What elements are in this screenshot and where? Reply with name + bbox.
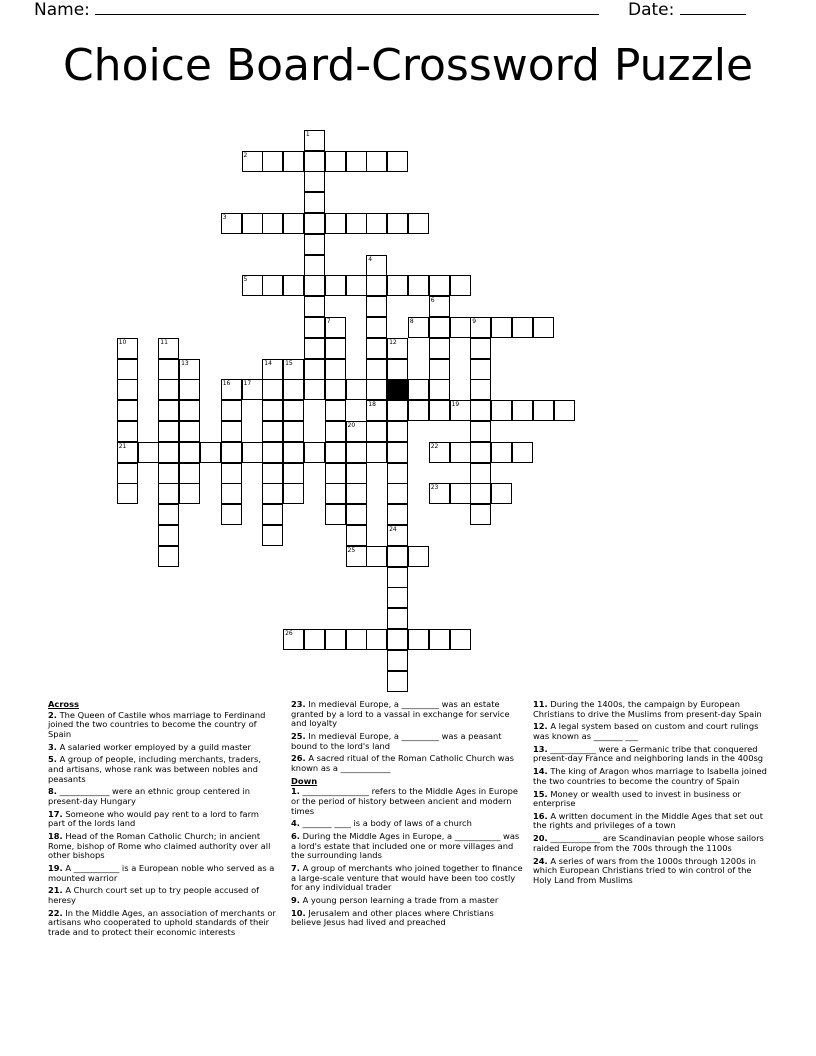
clue-item-number: 9. (291, 895, 300, 905)
grid-cell[interactable] (533, 317, 554, 338)
grid-cell[interactable] (325, 338, 346, 359)
grid-cell[interactable] (387, 421, 408, 442)
grid-cell[interactable] (346, 629, 367, 650)
grid-cell[interactable] (366, 400, 387, 421)
clue-number: 15 (285, 359, 293, 367)
clue-item-text: ________________ refers to the Middle Ages in Europe or the period of history between ancient and modern times (291, 786, 518, 816)
clue-item-number: 20. (533, 833, 548, 844)
grid-cell[interactable] (366, 296, 387, 317)
grid-cell[interactable] (200, 442, 221, 463)
clue-item (291, 754, 523, 773)
grid-cell[interactable] (117, 400, 138, 421)
page-title: Choice Board-Crossword Puzzle (62, 40, 754, 91)
grid-cell[interactable] (221, 504, 242, 525)
grid-cell[interactable] (283, 463, 304, 484)
clue-number: 3 (222, 214, 227, 221)
grid-cell[interactable] (387, 359, 408, 380)
clue-item-number: 11. (533, 699, 548, 709)
grid-cell[interactable] (470, 379, 491, 400)
clue-number: 4 (368, 255, 373, 263)
grid-cell[interactable] (242, 213, 263, 234)
clue-section-heading: Across (48, 699, 80, 709)
clue-item-text: A ___________ is a European noble who served as a mounted warrior (48, 863, 275, 883)
clue-number: 14 (264, 359, 272, 367)
clue-item-text: _______ ____ is a body of laws of a church (299, 818, 472, 829)
grid-cell[interactable] (262, 151, 283, 172)
grid-cell[interactable] (346, 525, 367, 546)
clue-number: 25 (347, 546, 356, 554)
grid-cell[interactable] (387, 567, 408, 588)
grid-cell[interactable] (283, 483, 304, 504)
grid-cell[interactable] (117, 483, 138, 504)
clue-item-text: Someone who would pay rent to a lord to farm part of the lords land (48, 808, 259, 829)
clue-item-text: Head of the Roman Catholic Church; in ancient Rome, bishop of Rome who claimed authority over all other bishops (48, 831, 271, 861)
grid-cell[interactable] (387, 213, 408, 234)
clue-item (291, 896, 523, 906)
clue-number: 13 (181, 359, 189, 367)
grid-cell[interactable] (470, 421, 491, 442)
grid-cell[interactable] (325, 442, 346, 463)
clue-number: 5 (243, 276, 248, 284)
grid-cell[interactable] (408, 275, 429, 296)
clue-item (291, 819, 523, 829)
grid-cell[interactable] (262, 463, 283, 484)
grid-cell[interactable] (262, 275, 283, 296)
grid-cell[interactable] (158, 463, 179, 484)
grid-cell[interactable] (366, 421, 387, 442)
grid-cell[interactable] (242, 442, 263, 463)
clue-item-text: A sacred ritual of the Roman Catholic Church was known as a ____________ (291, 753, 514, 773)
clue-number: 11 (160, 338, 168, 346)
clue-item (533, 722, 769, 741)
grid-cell[interactable] (346, 463, 367, 484)
grid-cell[interactable] (304, 192, 325, 213)
grid-cell[interactable] (450, 400, 471, 421)
clue-item-number: 17. (48, 808, 63, 819)
clue-item (48, 743, 278, 753)
grid-cell[interactable] (470, 359, 491, 380)
grid-cell[interactable] (429, 629, 450, 650)
grid-cell[interactable] (408, 400, 429, 421)
grid-cell[interactable] (408, 317, 429, 338)
grid-cell[interactable] (304, 234, 325, 255)
grid-cell[interactable] (366, 359, 387, 380)
grid-cell[interactable] (117, 421, 138, 442)
grid-cell[interactable] (304, 275, 325, 296)
clue-item-number: 4. (291, 818, 300, 829)
grid-cell[interactable] (450, 317, 471, 338)
grid-cell[interactable] (470, 338, 491, 359)
grid-cell[interactable] (158, 359, 179, 380)
clue-number: 19 (451, 401, 460, 409)
grid-cell[interactable] (387, 671, 408, 692)
date-field (628, 0, 746, 20)
clue-item-number: 12. (533, 721, 548, 732)
clue-item (533, 700, 769, 719)
grid-cell[interactable] (158, 421, 179, 442)
grid-cell[interactable] (325, 379, 346, 400)
grid-cell[interactable] (262, 379, 283, 400)
grid-cell[interactable] (429, 359, 450, 380)
grid-cell[interactable] (283, 359, 304, 380)
grid-cell[interactable] (262, 421, 283, 442)
clue-item-text: A salaried worker employed by a guild master (56, 741, 251, 752)
grid-cell[interactable] (512, 400, 533, 421)
grid-cell[interactable] (283, 421, 304, 442)
grid-cell[interactable] (429, 483, 450, 504)
clue-item (48, 755, 278, 784)
clue-number: 8 (409, 318, 414, 325)
clue-item-text: In medieval Europe, a _________ was an estate granted by a lord to a vassal in exchange for service and loyalty (291, 699, 510, 729)
grid-cell[interactable] (387, 608, 408, 629)
grid-cell[interactable] (366, 338, 387, 359)
grid-cell[interactable] (491, 317, 512, 338)
clue-number: 10 (118, 338, 127, 346)
grid-cell[interactable] (470, 483, 491, 504)
grid-cell[interactable] (450, 483, 471, 504)
grid-cell[interactable] (387, 151, 408, 172)
grid-cell[interactable] (221, 400, 242, 421)
clue-item-number: 3. (48, 741, 57, 752)
grid-cell[interactable] (325, 629, 346, 650)
grid-cell[interactable] (325, 463, 346, 484)
grid-cell[interactable] (117, 379, 138, 400)
clue-item-text: The king of Aragon whos marriage to Isabella joined the two countries to become the country of Spain (533, 766, 767, 786)
grid-cell[interactable] (179, 379, 200, 400)
grid-cell[interactable] (179, 483, 200, 504)
grid-cell[interactable] (325, 504, 346, 525)
clue-item-text: A legal system based on custom and court rulings was known as _______ ___ (533, 721, 759, 741)
grid-cell[interactable] (221, 421, 242, 442)
grid-cell[interactable] (408, 379, 429, 400)
clue-item (48, 810, 278, 829)
grid-cell[interactable] (304, 338, 325, 359)
grid-cell[interactable] (262, 213, 283, 234)
clue-item-number: 14. (533, 766, 548, 777)
clue-item-text: The Queen of Castile whos marriage to Ferdinand joined the two countries to become the country of Spain (48, 709, 266, 739)
grid-cell[interactable] (366, 275, 387, 296)
grid-cell[interactable] (554, 400, 575, 421)
grid-cell[interactable] (304, 130, 325, 151)
grid-cell[interactable] (325, 359, 346, 380)
grid-cell[interactable] (221, 463, 242, 484)
grid-cell[interactable] (117, 359, 138, 380)
grid-cell[interactable] (346, 442, 367, 463)
grid-cell[interactable] (366, 546, 387, 567)
clue-number: 6 (430, 297, 435, 305)
grid-cell[interactable] (325, 421, 346, 442)
grid-cell[interactable] (491, 483, 512, 504)
grid-cell[interactable] (304, 629, 325, 650)
clue-number: 17 (243, 380, 252, 388)
grid-cell[interactable] (221, 483, 242, 504)
grid-cell[interactable] (366, 151, 387, 172)
grid-cell[interactable] (283, 275, 304, 296)
clue-number: 7 (326, 318, 331, 325)
grid-cell[interactable] (512, 442, 533, 463)
grid-cell[interactable] (346, 151, 367, 172)
clue-item-text: Money or wealth used to invest in business or enterprise (533, 788, 741, 809)
grid-cell[interactable] (429, 317, 450, 338)
clue-item (48, 909, 278, 938)
clue-item-number: 15. (533, 788, 548, 799)
grid-cell[interactable] (304, 359, 325, 380)
clue-column-3 (533, 700, 769, 889)
grid-cell[interactable] (346, 483, 367, 504)
date-line[interactable] (680, 0, 746, 15)
grid-cell[interactable] (429, 296, 450, 317)
grid-cell[interactable] (179, 442, 200, 463)
grid-cell[interactable] (242, 275, 263, 296)
clue-item-text: A series of wars from the 1000s through 1200s in which European Christians tried to win control of the Holy Land from Muslims (533, 855, 756, 885)
grid-cell[interactable] (366, 317, 387, 338)
clue-item-number: 23. (291, 699, 306, 709)
grid-cell[interactable] (179, 400, 200, 421)
grid-cell[interactable] (221, 442, 242, 463)
clue-item (291, 909, 523, 928)
clue-item-text: A group of merchants who joined together to finance a large-scale venture that would have been too costly for any individual trader (291, 863, 523, 893)
clue-column-1 (48, 700, 278, 941)
grid-cell[interactable] (470, 463, 491, 484)
grid-cell[interactable] (262, 504, 283, 525)
clue-item-number: 2. (48, 709, 57, 720)
grid-cell[interactable] (304, 171, 325, 192)
grid-cell[interactable] (304, 255, 325, 276)
grid-cell[interactable] (158, 504, 179, 525)
grid-cell[interactable] (470, 400, 491, 421)
clue-item-number: 1. (291, 786, 300, 797)
grid-cell[interactable] (408, 213, 429, 234)
clue-item-number: 6. (291, 831, 300, 842)
clue-number: 22 (430, 442, 439, 450)
grid-cell[interactable] (262, 400, 283, 421)
name-field (34, 0, 599, 20)
grid-cell[interactable] (117, 463, 138, 484)
grid-cell[interactable] (117, 442, 138, 463)
grid-cell[interactable] (429, 379, 450, 400)
black-cell (387, 379, 408, 400)
clue-item-text: Jerusalem and other places where Christians believe Jesus had lived and preached (291, 907, 494, 928)
grid-cell[interactable] (470, 442, 491, 463)
grid-cell[interactable] (221, 213, 242, 234)
clue-item-number: 22. (48, 907, 63, 918)
clue-number: 18 (368, 401, 376, 409)
clue-number: 1 (305, 130, 310, 138)
grid-cell[interactable] (179, 463, 200, 484)
grid-cell[interactable] (450, 275, 471, 296)
clue-item-number: 5. (48, 754, 57, 765)
grid-cell[interactable] (429, 400, 450, 421)
clue-column-2 (291, 700, 523, 931)
clue-item (291, 787, 523, 816)
clue-item (48, 787, 278, 806)
grid-cell[interactable] (304, 213, 325, 234)
grid-cell[interactable] (262, 359, 283, 380)
clue-item-text: ____________ are Scandinavian people whose sailors raided Europe from the 700s through the 1100s (533, 833, 764, 853)
grid-cell[interactable] (387, 483, 408, 504)
clue-item (291, 864, 523, 893)
clue-item (48, 864, 278, 883)
grid-cell[interactable] (325, 151, 346, 172)
clue-number: 20 (347, 422, 356, 429)
clue-item-text: A group of people, including merchants, traders, and artisans, whose rank was between nobles and peasants (48, 754, 261, 784)
clue-item-number: 26. (291, 753, 306, 764)
grid-cell[interactable] (387, 546, 408, 567)
clue-item (291, 732, 523, 751)
grid-cell[interactable] (512, 317, 533, 338)
grid-cell[interactable] (158, 400, 179, 421)
grid-cell[interactable] (283, 400, 304, 421)
grid-cell[interactable] (262, 442, 283, 463)
grid-cell[interactable] (179, 359, 200, 380)
clue-number: 24 (389, 526, 397, 533)
grid-cell[interactable] (283, 213, 304, 234)
grid-cell[interactable] (470, 504, 491, 525)
grid-cell[interactable] (491, 442, 512, 463)
grid-cell[interactable] (179, 421, 200, 442)
clue-number: 16 (222, 380, 231, 388)
clue-item-text: A young person learning a trade from a master (299, 895, 499, 905)
clue-item-text: ___________ were a Germanic tribe that conquered present-day France and neighboring lands in the 400sg (533, 743, 764, 764)
grid-cell[interactable] (304, 442, 325, 463)
clue-item (48, 711, 278, 740)
clue-item (291, 700, 523, 729)
clue-item-number: 18. (48, 831, 63, 842)
grid-cell[interactable] (158, 525, 179, 546)
grid-cell[interactable] (366, 442, 387, 463)
clue-item-text: A Church court set up to try people accused of heresy (48, 885, 260, 905)
grid-cell[interactable] (346, 546, 367, 567)
grid-cell[interactable] (450, 629, 471, 650)
grid-cell[interactable] (346, 504, 367, 525)
grid-cell[interactable] (325, 275, 346, 296)
clue-item (291, 832, 523, 861)
clue-item-number: 25. (291, 730, 306, 741)
grid-cell[interactable] (304, 379, 325, 400)
grid-cell[interactable] (387, 504, 408, 525)
grid-cell[interactable] (366, 213, 387, 234)
clue-item-number: 24. (533, 855, 548, 866)
grid-cell[interactable] (450, 442, 471, 463)
clue-number: 12 (389, 338, 397, 346)
clue-item-number: 21. (48, 885, 63, 896)
clue-item (533, 834, 769, 853)
clue-item-number: 16. (533, 810, 548, 821)
clue-item-text: In medieval Europe, a _________ was a peasant bound to the lord's land (291, 730, 502, 751)
grid-cell[interactable] (387, 442, 408, 463)
grid-cell[interactable] (387, 525, 408, 546)
grid-cell[interactable] (346, 421, 367, 442)
grid-cell[interactable] (366, 255, 387, 276)
grid-cell[interactable] (242, 151, 263, 172)
grid-cell[interactable] (262, 483, 283, 504)
grid-cell[interactable] (366, 629, 387, 650)
clue-item-text: ____________ were an ethnic group centered in present-day Hungary (48, 786, 251, 806)
grid-cell[interactable] (304, 151, 325, 172)
grid-cell[interactable] (429, 275, 450, 296)
clue-number: 26 (285, 630, 293, 637)
clue-number: 23 (430, 484, 439, 492)
clue-item (48, 832, 278, 861)
clue-item (48, 886, 278, 905)
grid-cell[interactable] (429, 442, 450, 463)
grid-cell[interactable] (304, 296, 325, 317)
grid-cell[interactable] (158, 442, 179, 463)
grid-cell[interactable] (346, 379, 367, 400)
clue-item-text: A written document in the Middle Ages that set out the rights and privileges of a town (533, 810, 764, 831)
grid-cell[interactable] (387, 400, 408, 421)
grid-cell[interactable] (387, 463, 408, 484)
grid-cell[interactable] (387, 587, 408, 608)
grid-cell[interactable] (533, 400, 554, 421)
clue-item (533, 767, 769, 786)
clue-item (533, 790, 769, 809)
grid-cell[interactable] (408, 629, 429, 650)
clue-item-text: During the 1400s, the campaign by European Christians to drive the Muslims from present-day Spain (533, 699, 762, 719)
clue-number: 21 (118, 442, 127, 450)
grid-cell[interactable] (429, 338, 450, 359)
grid-cell[interactable] (158, 379, 179, 400)
name-line[interactable] (95, 0, 599, 15)
clue-item-number: 10. (291, 907, 306, 918)
grid-cell[interactable] (304, 317, 325, 338)
grid-cell[interactable] (283, 442, 304, 463)
grid-cell[interactable] (408, 546, 429, 567)
clue-item-number: 13. (533, 743, 548, 754)
clue-item (533, 857, 769, 886)
grid-cell[interactable] (325, 317, 346, 338)
grid-cell[interactable] (221, 379, 242, 400)
grid-cell[interactable] (117, 338, 138, 359)
grid-cell[interactable] (158, 483, 179, 504)
name-label: Name: (34, 0, 90, 20)
clue-item-text: In the Middle Ages, an association of merchants or artisans who cooperated to uphold standards of their trade and to protect their economic interests (48, 907, 276, 937)
clue-item (533, 812, 769, 831)
grid-cell[interactable] (325, 483, 346, 504)
grid-cell[interactable] (387, 650, 408, 671)
grid-cell[interactable] (346, 213, 367, 234)
clue-number: 9 (472, 318, 477, 325)
grid-cell[interactable] (325, 213, 346, 234)
clue-number: 2 (243, 151, 248, 159)
grid-cell[interactable] (158, 546, 179, 567)
grid-cell[interactable] (242, 379, 263, 400)
grid-cell[interactable] (387, 275, 408, 296)
grid-cell[interactable] (158, 338, 179, 359)
clue-item-text: During the Middle Ages in Europe, a ___________ was a lord's estate that included one or more villages and the surrounding lands (291, 831, 520, 861)
grid-cell[interactable] (262, 525, 283, 546)
grid-cell[interactable] (491, 400, 512, 421)
date-label: Date: (628, 0, 675, 20)
grid-cell[interactable] (387, 629, 408, 650)
clue-section-heading: Down (291, 775, 318, 786)
grid-cell[interactable] (138, 442, 159, 463)
grid-cell[interactable] (283, 629, 304, 650)
grid-cell[interactable] (346, 275, 367, 296)
grid-cell[interactable] (387, 338, 408, 359)
clue-item-number: 8. (48, 786, 57, 797)
clue-item-number: 19. (48, 863, 63, 874)
grid-cell[interactable] (283, 379, 304, 400)
clue-item-number: 7. (291, 863, 300, 874)
grid-cell[interactable] (325, 400, 346, 421)
grid-cell[interactable] (366, 379, 387, 400)
grid-cell[interactable] (283, 151, 304, 172)
grid-cell[interactable] (470, 317, 491, 338)
clue-item (533, 745, 769, 764)
